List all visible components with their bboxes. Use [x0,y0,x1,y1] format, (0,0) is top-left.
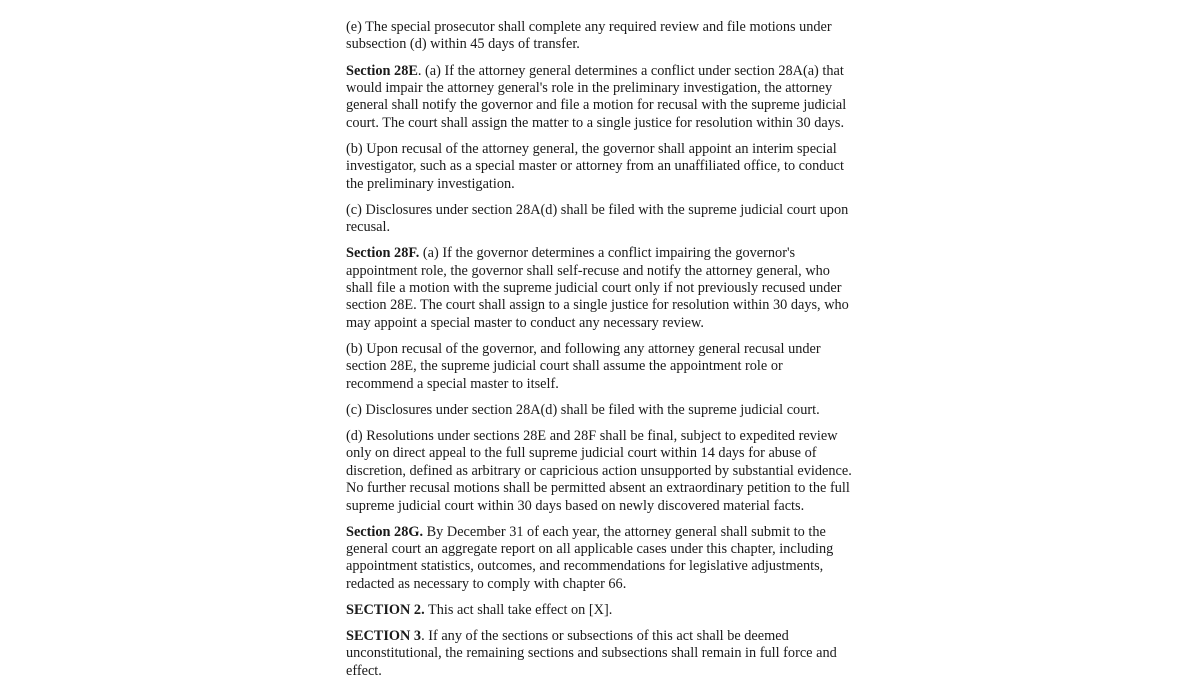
paragraph-28e-b [346,141,852,193]
paragraph-text: . If any of the sections or subsections of this act shall be deemed unconstitutional, the remaining sections and subsections shall remain in full force and effect. [346,628,837,679]
paragraph-text: (e) The special prosecutor shall complete any required review and file motions under subsection (d) within 45 days of transfer. [346,19,832,53]
paragraph-text: (c) Disclosures under section 28A(d) shall be filed with the supreme judicial court upon recusal. [346,201,849,236]
paragraph-28f-c [346,402,852,419]
paragraph-28f-d [346,428,852,515]
paragraph-28e-c [346,202,852,237]
paragraph-text: (c) Disclosures under section 28A(d) shall be filed with the supreme judicial court. [346,401,820,418]
paragraph-section-2 [346,602,852,619]
paragraph-text: . (a) If the attorney general determines a conflict under section 28A(a) that would impair the attorney general's role in the preliminary investigation, the attorney general shall notify the governor and file a motion for recusal with the supreme judicial court. The court shall assign the matter to a single justice for resolution within 30 days. [346,62,847,131]
section-heading: Section 28F. [346,245,420,262]
paragraph-28g [346,524,852,594]
section-heading: SECTION 2. [346,601,425,618]
paragraph-text: (a) If the governor determines a conflict impairing the governor's appointment role, the governor shall self-recuse and notify the attorney general, who shall file a motion with the supreme judicial court only if not previously recused under section 28E. The court shall assign to a single justice for resolution within 30 days, who may appoint a special master to conduct any necessary review. [346,245,849,331]
document-page [346,19,852,689]
paragraph-text: By December 31 of each year, the attorney general shall submit to the general court an aggregate report on all applicable cases under this chapter, including appointment statistics, outcomes, and recommendations for legislative adjustments, redacted as necessary to comply with chapter 66. [346,523,834,592]
paragraph-text: (d) Resolutions under sections 28E and 28F shall be final, subject to expedited review only on direct appeal to the full supreme judicial court within 14 days for abuse of discretion, defined as arbitrary or capricious action unsupported by substantial evidence. No further recusal motions shall be permitted absent an extraordinary petition to the full supreme judicial court within 30 days based on newly discovered material facts. [346,427,852,514]
paragraph-text: (b) Upon recusal of the governor, and following any attorney general recusal under section 28E, the supreme judicial court shall assume the appointment role or recommend a special master to itself. [346,340,821,392]
paragraph-28f-b [346,341,852,393]
section-heading: Section 28E [346,62,418,79]
paragraph-28f-a [346,245,852,332]
paragraph-28e-a [346,63,852,133]
paragraph-text: This act shall take effect on [X]. [424,601,613,618]
paragraph-text: (b) Upon recusal of the attorney general, the governor shall appoint an interim special investigator, such as a special master or attorney from an unaffiliated office, to conduct the preliminary investigation. [346,140,844,192]
paragraph-section-3 [346,628,852,680]
paragraph-28d-e [346,19,852,54]
section-heading: SECTION 3 [346,628,422,645]
section-heading: Section 28G. [346,523,424,540]
